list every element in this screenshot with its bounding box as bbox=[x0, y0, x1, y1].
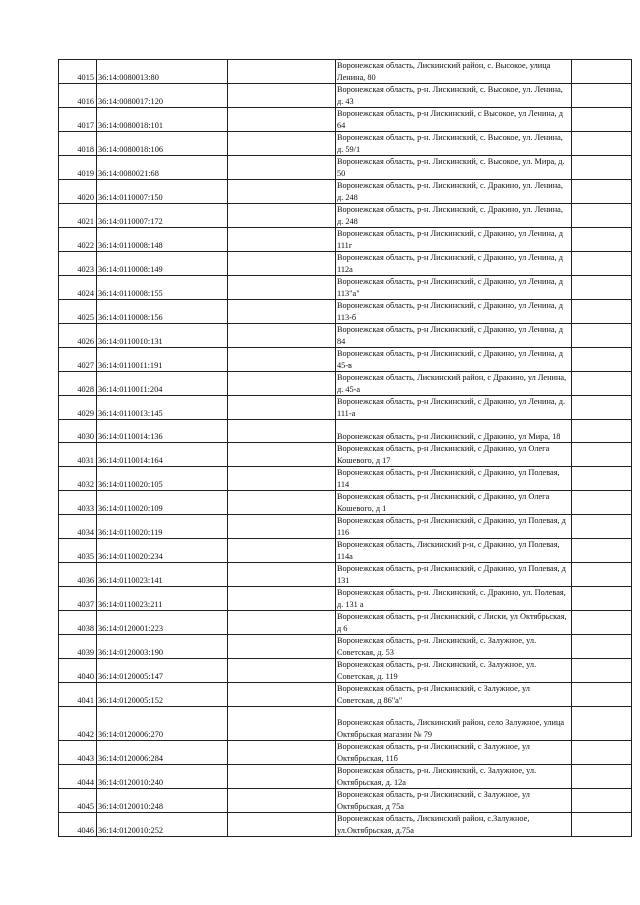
empty-cell bbox=[228, 611, 336, 635]
row-number-cell: 4026 bbox=[59, 324, 97, 348]
cadastral-number-cell: 36:14:0110008:149 bbox=[97, 252, 228, 276]
table-row bbox=[59, 252, 632, 276]
empty-cell bbox=[572, 539, 632, 563]
address-cell: Воронежская область, р-н Лискинский, с Дракино, ул Олега Кошевого, д 17 bbox=[336, 443, 572, 467]
address-cell: Воронежская область, р-н. Лискинский, с. Высокое, ул. Ленина, д. 43 bbox=[336, 84, 572, 108]
cadastral-number-cell: 36:14:0110010:131 bbox=[97, 324, 228, 348]
empty-cell bbox=[572, 789, 632, 813]
row-number-cell: 4022 bbox=[59, 228, 97, 252]
empty-cell bbox=[228, 420, 336, 443]
table-row bbox=[59, 611, 632, 635]
empty-cell bbox=[228, 300, 336, 324]
cadastral-number-cell: 36:14:0110013:145 bbox=[97, 396, 228, 420]
row-number-cell: 4027 bbox=[59, 348, 97, 372]
table-row bbox=[59, 156, 632, 180]
row-number-cell: 4017 bbox=[59, 108, 97, 132]
empty-cell bbox=[572, 765, 632, 789]
table-row bbox=[59, 635, 632, 659]
row-number-cell: 4033 bbox=[59, 491, 97, 515]
cadastral-number-cell: 36:14:0110020:119 bbox=[97, 515, 228, 539]
address-cell: Воронежская область, р-н Лискинский, с Дракино, ул Ленина, д 45-в bbox=[336, 348, 572, 372]
address-cell: Воронежская область, р-н. Лискинский, с. Залужное, ул. Советская, д. 53 bbox=[336, 635, 572, 659]
cadastral-number-cell: 36:14:0110014:164 bbox=[97, 443, 228, 467]
address-cell: Воронежская область, р-н Лискинский, с Лиски, ул Октябрьская, д 6 bbox=[336, 611, 572, 635]
table-row bbox=[59, 324, 632, 348]
table-row bbox=[59, 563, 632, 587]
cadastral-number-cell: 36:14:0110020:234 bbox=[97, 539, 228, 563]
empty-cell bbox=[228, 515, 336, 539]
table-row bbox=[59, 300, 632, 324]
row-number-cell: 4031 bbox=[59, 443, 97, 467]
empty-cell bbox=[228, 741, 336, 765]
empty-cell bbox=[228, 443, 336, 467]
empty-cell bbox=[228, 372, 336, 396]
cadastral-number-cell: 36:14:0110008:148 bbox=[97, 228, 228, 252]
empty-cell bbox=[572, 300, 632, 324]
empty-cell bbox=[572, 491, 632, 515]
row-number-cell: 4030 bbox=[59, 420, 97, 443]
empty-cell bbox=[228, 252, 336, 276]
address-cell: Воронежская область, р-н. Лискинский, с. Дракино, ул. Полевая, д. 131 а bbox=[336, 587, 572, 611]
empty-cell bbox=[228, 228, 336, 252]
cadastral-number-cell: 36:14:0120005:152 bbox=[97, 683, 228, 707]
empty-cell bbox=[572, 443, 632, 467]
address-cell: Воронежская область, Лискинский район, с.Залужное, ул.Октябрьская, д.75а bbox=[336, 813, 572, 837]
empty-cell bbox=[572, 324, 632, 348]
empty-cell bbox=[228, 563, 336, 587]
address-cell: Воронежская область, р-н Лискинский, с Залужное, ул Октябрьская, д 75а bbox=[336, 789, 572, 813]
empty-cell bbox=[572, 276, 632, 300]
address-cell: Воронежская область, р-н Лискинский, с Дракино, ул Ленина, д 113-б bbox=[336, 300, 572, 324]
address-cell: Воронежская область, р-н. Лискинский, с. Высокое, ул. Мира, д. 50 bbox=[336, 156, 572, 180]
row-number-cell: 4035 bbox=[59, 539, 97, 563]
cadastral-number-cell: 36:14:0110007:172 bbox=[97, 204, 228, 228]
empty-cell bbox=[228, 132, 336, 156]
empty-cell bbox=[572, 683, 632, 707]
table-row bbox=[59, 491, 632, 515]
cadastral-number-cell: 36:14:0110007:150 bbox=[97, 180, 228, 204]
address-cell: Воронежская область, р-н Лискинский, с Дракино, ул Ленина, д 113"а" bbox=[336, 276, 572, 300]
cadastral-number-cell: 36:14:0120006:284 bbox=[97, 741, 228, 765]
table-row bbox=[59, 204, 632, 228]
row-number-cell: 4046 bbox=[59, 813, 97, 837]
row-number-cell: 4042 bbox=[59, 707, 97, 741]
row-number-cell: 4034 bbox=[59, 515, 97, 539]
empty-cell bbox=[572, 396, 632, 420]
table-row bbox=[59, 108, 632, 132]
cadastral-number-cell: 36:14:0080018:101 bbox=[97, 108, 228, 132]
row-number-cell: 4015 bbox=[59, 60, 97, 84]
table-row bbox=[59, 587, 632, 611]
empty-cell bbox=[228, 539, 336, 563]
row-number-cell: 4023 bbox=[59, 252, 97, 276]
address-cell: Воронежская область, р-н Лискинский, с Залужное, ул Советская, д 86"а" bbox=[336, 683, 572, 707]
cadastral-number-cell: 36:14:0120010:240 bbox=[97, 765, 228, 789]
records-body bbox=[59, 60, 632, 837]
cadastral-number-cell: 36:14:0110008:155 bbox=[97, 276, 228, 300]
empty-cell bbox=[228, 204, 336, 228]
row-number-cell: 4039 bbox=[59, 635, 97, 659]
address-cell: Воронежская область, р-н Лискинский, с Дракино, ул Ленина, д 112а bbox=[336, 252, 572, 276]
row-number-cell: 4028 bbox=[59, 372, 97, 396]
empty-cell bbox=[228, 789, 336, 813]
table-row bbox=[59, 443, 632, 467]
empty-cell bbox=[228, 156, 336, 180]
cadastral-number-cell: 36:14:0120003:190 bbox=[97, 635, 228, 659]
cadastral-number-cell: 36:14:0110014:136 bbox=[97, 420, 228, 443]
table-row bbox=[59, 396, 632, 420]
table-row bbox=[59, 741, 632, 765]
table-row bbox=[59, 539, 632, 563]
address-cell: Воронежская область, р-н Лискинский, с Высокое, ул Ленина, д 64 bbox=[336, 108, 572, 132]
empty-cell bbox=[572, 467, 632, 491]
cadastral-number-cell: 36:14:0080018:106 bbox=[97, 132, 228, 156]
empty-cell bbox=[228, 180, 336, 204]
empty-cell bbox=[228, 765, 336, 789]
empty-cell bbox=[572, 420, 632, 443]
cadastral-number-cell: 36:14:0080017:120 bbox=[97, 84, 228, 108]
empty-cell bbox=[228, 396, 336, 420]
cadastral-number-cell: 36:14:0120001:223 bbox=[97, 611, 228, 635]
empty-cell bbox=[228, 491, 336, 515]
empty-cell bbox=[228, 348, 336, 372]
empty-cell bbox=[572, 659, 632, 683]
table-row bbox=[59, 276, 632, 300]
row-number-cell: 4019 bbox=[59, 156, 97, 180]
row-number-cell: 4024 bbox=[59, 276, 97, 300]
row-number-cell: 4018 bbox=[59, 132, 97, 156]
empty-cell bbox=[228, 587, 336, 611]
address-cell: Воронежская область, р-н Лискинский, с Дракино, ул Олега Кошевого, д 1 bbox=[336, 491, 572, 515]
row-number-cell: 4016 bbox=[59, 84, 97, 108]
table-row bbox=[59, 515, 632, 539]
empty-cell bbox=[572, 587, 632, 611]
empty-cell bbox=[572, 741, 632, 765]
address-cell: Воронежская область, р-н. Лискинский, с. Дракино, ул. Ленина, д. 248 bbox=[336, 204, 572, 228]
empty-cell bbox=[228, 276, 336, 300]
empty-cell bbox=[572, 60, 632, 84]
cadastral-number-cell: 36:14:0110020:105 bbox=[97, 467, 228, 491]
row-number-cell: 4038 bbox=[59, 611, 97, 635]
address-cell: Воронежская область, р-н Лискинский, с Дракино, ул Полевая, 114 bbox=[336, 467, 572, 491]
table-row bbox=[59, 348, 632, 372]
address-cell: Воронежская область, р-н Лискинский, с Дракино, ул Мира, 18 bbox=[336, 420, 572, 443]
address-cell: Воронежская область, р-н Лискинский, с Залужное, ул Октябрьская, 11б bbox=[336, 741, 572, 765]
table-row bbox=[59, 765, 632, 789]
row-number-cell: 4036 bbox=[59, 563, 97, 587]
address-cell: Воронежская область, Лискинский район, село Залужное, улица Октябрьская магазин № 79 bbox=[336, 707, 572, 741]
empty-cell bbox=[572, 515, 632, 539]
empty-cell bbox=[572, 813, 632, 837]
cadastral-number-cell: 36:14:0110023:211 bbox=[97, 587, 228, 611]
cadastral-number-cell: 36:14:0110011:204 bbox=[97, 372, 228, 396]
table-row bbox=[59, 420, 632, 443]
empty-cell bbox=[228, 467, 336, 491]
row-number-cell: 4044 bbox=[59, 765, 97, 789]
row-number-cell: 4025 bbox=[59, 300, 97, 324]
table-row bbox=[59, 789, 632, 813]
cadastral-number-cell: 36:14:0080013:80 bbox=[97, 60, 228, 84]
empty-cell bbox=[228, 813, 336, 837]
empty-cell bbox=[572, 156, 632, 180]
address-cell: Воронежская область, р-н Лискинский, с Дракино, ул Полевая, д 131 bbox=[336, 563, 572, 587]
empty-cell bbox=[572, 204, 632, 228]
empty-cell bbox=[228, 659, 336, 683]
table-row bbox=[59, 707, 632, 741]
cadastral-number-cell: 36:14:0110008:156 bbox=[97, 300, 228, 324]
row-number-cell: 4021 bbox=[59, 204, 97, 228]
table-row bbox=[59, 372, 632, 396]
empty-cell bbox=[572, 348, 632, 372]
empty-cell bbox=[572, 228, 632, 252]
address-cell: Воронежская область, Лискинский район, с Дракино, ул Ленина, д. 45-а bbox=[336, 372, 572, 396]
empty-cell bbox=[572, 132, 632, 156]
empty-cell bbox=[228, 84, 336, 108]
table-row bbox=[59, 228, 632, 252]
empty-cell bbox=[572, 252, 632, 276]
row-number-cell: 4020 bbox=[59, 180, 97, 204]
row-number-cell: 4043 bbox=[59, 741, 97, 765]
table-row bbox=[59, 132, 632, 156]
row-number-cell: 4040 bbox=[59, 659, 97, 683]
row-number-cell: 4041 bbox=[59, 683, 97, 707]
records-table bbox=[58, 59, 632, 837]
row-number-cell: 4032 bbox=[59, 467, 97, 491]
empty-cell bbox=[228, 683, 336, 707]
table-row bbox=[59, 813, 632, 837]
address-cell: Воронежская область, р-н. Лискинский, с. Высокое, ул. Ленина, д. 59/1 bbox=[336, 132, 572, 156]
row-number-cell: 4037 bbox=[59, 587, 97, 611]
cadastral-number-cell: 36:14:0110011:191 bbox=[97, 348, 228, 372]
cadastral-number-cell: 36:14:0120010:252 bbox=[97, 813, 228, 837]
empty-cell bbox=[572, 84, 632, 108]
empty-cell bbox=[572, 635, 632, 659]
empty-cell bbox=[572, 372, 632, 396]
cadastral-number-cell: 36:14:0110023:141 bbox=[97, 563, 228, 587]
address-cell: Воронежская область, р-н Лискинский, с Дракино, ул Полевая, д 116 bbox=[336, 515, 572, 539]
empty-cell bbox=[572, 180, 632, 204]
address-cell: Воронежская область, р-н Лискинский, с Дракино, ул Ленина, д 111г bbox=[336, 228, 572, 252]
cadastral-number-cell: 36:14:0120006:270 bbox=[97, 707, 228, 741]
empty-cell bbox=[228, 60, 336, 84]
row-number-cell: 4045 bbox=[59, 789, 97, 813]
empty-cell bbox=[228, 635, 336, 659]
row-number-cell: 4029 bbox=[59, 396, 97, 420]
empty-cell bbox=[572, 108, 632, 132]
table-row bbox=[59, 180, 632, 204]
address-cell: Воронежская область, р-н. Лискинский, с. Залужное, ул. Советская, д. 119 bbox=[336, 659, 572, 683]
empty-cell bbox=[572, 611, 632, 635]
address-cell: Воронежская область, р-н Лискинский, с Дракино, ул Ленина, д. 111-а bbox=[336, 396, 572, 420]
address-cell: Воронежская область, р-н. Лискинский, с. Залужное, ул. Октябрьская, д. 12а bbox=[336, 765, 572, 789]
table-row bbox=[59, 683, 632, 707]
empty-cell bbox=[228, 108, 336, 132]
empty-cell bbox=[572, 563, 632, 587]
cadastral-number-cell: 36:14:0120005:147 bbox=[97, 659, 228, 683]
table-row bbox=[59, 659, 632, 683]
table-row bbox=[59, 467, 632, 491]
empty-cell bbox=[228, 324, 336, 348]
address-cell: Воронежская область, р-н. Лискинский, с. Дракино, ул. Ленина, д. 248 bbox=[336, 180, 572, 204]
table-row bbox=[59, 84, 632, 108]
address-cell: Воронежская область, р-н Лискинский, с Дракино, ул Ленина, д 84 bbox=[336, 324, 572, 348]
cadastral-number-cell: 36:14:0110020:109 bbox=[97, 491, 228, 515]
cadastral-number-cell: 36:14:0080021:68 bbox=[97, 156, 228, 180]
address-cell: Воронежская область, Лискинский р-н, с Дракино, ул Полевая, 114а bbox=[336, 539, 572, 563]
address-cell: Воронежская область, Лискинский район, с. Высокое, улица Ленина, 80 bbox=[336, 60, 572, 84]
table-row bbox=[59, 60, 632, 84]
empty-cell bbox=[228, 707, 336, 741]
cadastral-number-cell: 36:14:0120010:248 bbox=[97, 789, 228, 813]
empty-cell bbox=[572, 707, 632, 741]
